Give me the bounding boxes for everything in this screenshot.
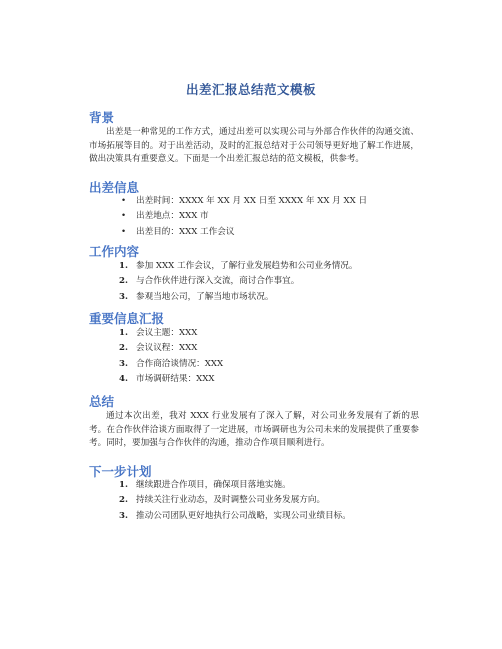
list-number: 2. [119,495,128,506]
list-number: 1. [119,261,128,271]
list-item-text: 参加 XXX 工作会议，了解行业发展趋势和公司业务情况。 [136,261,358,271]
heading-trip-info: 出差信息 [89,180,140,195]
list-number: 3. [119,510,128,521]
trip-purpose: 出差目的：XXX 工作会议 [136,226,235,237]
heading-summary: 总结 [89,394,115,409]
list-item-text: 会议议程：XXX [136,343,198,354]
list-item-text: 市场调研结果：XXX [136,374,215,385]
bullet-marker: • [121,196,127,206]
trip-time: 出差时间：XXXX 年 XX 月 XX 日至 XXXX 年 XX 月 XX 日 [136,196,368,206]
list-number: 1. [119,328,128,338]
bullet-marker: • [121,226,127,237]
document-title: 出差汇报总结范文模板 [185,82,316,97]
list-item-text: 与合作伙伴进行深入交流，商讨合作事宜。 [136,276,300,287]
heading-important-info: 重要信息汇报 [89,311,165,326]
list-number: 2. [119,343,128,354]
list-item-text: 会议主题：XXX [136,328,198,338]
heading-background: 背景 [89,110,115,125]
heading-work-content: 工作内容 [89,244,140,259]
list-number: 3. [119,358,128,369]
list-number: 1. [119,480,128,490]
list-item-text: 继续跟进合作项目，确保项目落地实施。 [136,480,291,490]
list-number: 3. [119,291,128,302]
list-item-text: 参观当地公司，了解当地市场状况。 [136,291,274,302]
background-paragraph: 出差是一种常见的工作方式，通过出差可以实现公司与外部合作伙伴的沟通交流、市场拓展等目的。对于出差活动，及时的汇报总结对于公司领导更好地了解工作进展，做出决策具有重要意义。下面是一个出差汇报总结的范文模板，供参考。 [89,127,419,165]
list-item-text: 持续关注行业动态，及时调整公司业务发展方向。 [136,495,326,506]
list-item-text: 推动公司团队更好地执行公司战略，实现公司业绩目标。 [136,510,351,521]
list-number: 4. [119,374,128,385]
heading-next-plan: 下一步计划 [89,464,152,479]
summary-paragraph: 通过本次出差，我对 XXX 行业发展有了深入了解，对公司业务发展有了新的思考。在合作伙伴洽谈方面取得了一定进展，市场调研也为公司未来的发展提供了重要参考。同时，要加强与合作伙伴的沟通，推动合作项目顺利进行。 [89,411,419,449]
trip-location: 出差地点：XXX 市 [136,211,209,222]
bullet-marker: • [121,211,127,222]
list-number: 2. [119,276,128,287]
list-item-text: 合作商洽谈情况：XXX [136,358,224,369]
